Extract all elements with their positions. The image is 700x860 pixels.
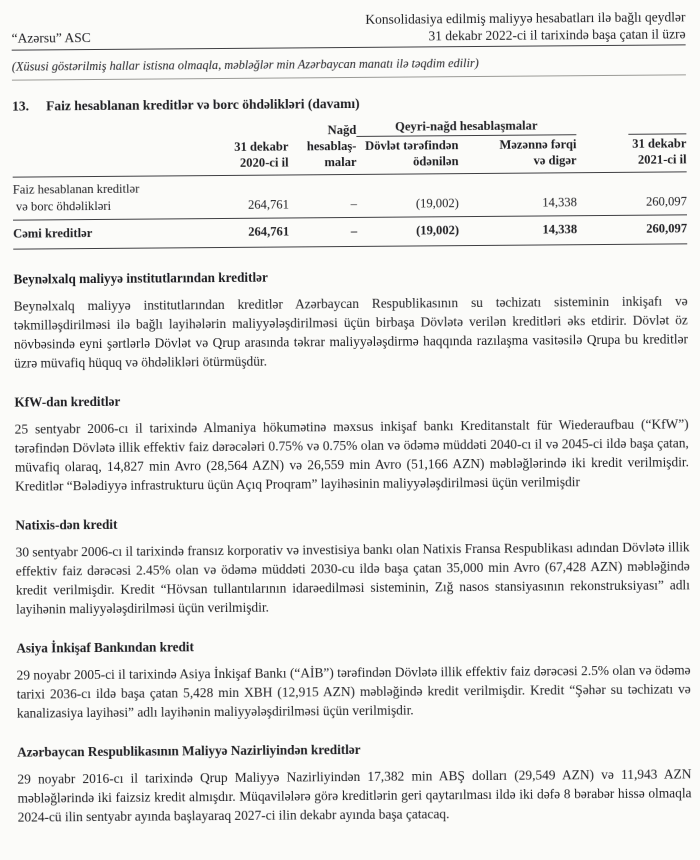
column-header-cash-settlements: hesablaş- malar [306,138,357,169]
column-group-noncash: Qeyri-nağd hesablaşmalar [356,118,576,137]
section-heading: Natixis-dən kredit [15,516,118,533]
group-rule-right [628,119,686,134]
cell-value: 14,338 [542,195,577,210]
section-paragraph: 25 sentyabr 2006-cı il tarixində Almaniya hökumətinə məxsus inkişaf bankı Kreditanstalt für Wiederaufbau (“KfW”) tərəfindən Dövlətə illik effektiv faiz dərəcələri 0.75% və 0.75% olan və ödəmə müddəti 2040-cı il və 2045-ci ildə başa çatan, müvafiq olaraq, 14,827 min Avro (28,564 AZN) və 26,559 min Avro (51,166 AZN) məbləğlərində iki kredit verilmişdir. Kreditlər “Bələdiyyə infrastrukturu üçün Açıq Proqram” layihəsinin maliyyələşdirilməsi üçün verilmişdir [14,416,689,494]
cell-value: 14,338 [542,222,578,237]
column-header-fx-other: Məzənnə fərqi və digər [499,137,577,168]
note-heading [12,93,686,114]
column-header-state-paid: Dövlət tərəfindən ödənilən [364,138,459,168]
section-ministry-of-finance-loans [17,739,692,826]
column-header-2021: 31 dekabr 2021-ci il [632,136,687,167]
column-header-cash-top: Nağd [327,122,357,138]
section-heading: Azərbaycan Respublikasının Maliyyə Nazirliyindən kreditlər [17,741,361,760]
cell-value: – [350,223,358,238]
note-number: 13. [12,98,30,114]
section-international-loans [13,266,688,372]
section-paragraph: 29 noyabr 2016-cı il tarixində Qrup Maliyyə Nazirliyindən 17,382 min ABŞ dolları (29,549 AZN) və 11,943 AZN məbləğlərində iki faizsiz kredit almışdır. Müqavilələrə görə kreditlərin geri qaytarılması ildə iki dəfə 8 bərabər hissə olmaqla 2024-cü ilin sentyabr ayında başlayaraq 2027-ci ilin dekabr ayında başa çatacaq. [17,766,692,825]
row-label: Cəmi kreditlər [13,226,93,241]
cell-value: 264,761 [248,224,290,239]
table-row-total [13,215,687,249]
cell-value: 264,761 [247,197,289,212]
company-name: “Azərsu” ASC [11,30,91,46]
table-row-loans [13,172,687,220]
report-title-line2: 31 dekabr 2022-ci il tarixində başa çatan il üzrə [428,25,686,43]
table-header-row [12,134,686,177]
section-heading: Beynəlxalq maliyyə institutlarından kreditlər [13,269,268,287]
section-paragraph: 30 sentyabr 2006-cı il tarixində fransız korporativ və investisiya bankı olan Natixis Fransa Respublikası adından Dövlətə illik effektiv faiz dərəcəsi 2.45% olan və ödəmə müddəti 2030-cu ildə başa çatan 35,000 min Avro (67,428 AZN) məbləğində kredit verilmişdir. Kredit “Hövsan tullantılarının idarəedilməsi sisteminin, Zığ nasos stansiyasının rekonstruksiyası” adlı layihənin maliyyələşdirilməsi üçün verilmişdir. [15,539,690,617]
cell-value: (19,002) [415,196,459,211]
section-adb-loan [16,635,691,722]
section-kfw-loans [14,389,689,495]
note-title: Faiz hesablanan kreditlər və borc öhdəlikləri (davamı) [46,95,360,114]
cell-value: 260,097 [645,194,687,209]
section-paragraph: 29 noyabr 2005-ci il tarixində Asiya İnkişaf Bankı (“AİB”) tərəfindən Dövlətə illik effektiv faiz dərəcəsi 2.5% olan və ödəmə tarixi 2036-cı ildə başa çatan 5,428 min XBH (12,915 AZN) məbləğində kredit verilmişdir. Kredit “Şəhər su təchizatı və kanalizasiya layihəsi” adlı layihənin maliyyələşdirilməsi üçün verilmişdir. [16,662,691,721]
column-header-2020: 31 dekabr 2020-ci il [234,139,289,170]
row-label: Faiz hesablanan kreditlər və borc öhdəlikləri [12,181,140,214]
report-title [365,9,685,45]
section-heading: Asiya İnkişaf Bankından kredit [16,639,194,656]
section-natixis-loan [15,512,690,618]
doc-header [11,9,685,47]
section-heading: KfW-dan kreditlər [14,393,121,410]
section-paragraph: Beynəlxalq maliyyə institutlarından kreditlər Azərbaycan Respublikasının su təchizatı sisteminin inkişafı və təkmilləşdirilməsi ilə bağlı layihələrin maliyyələşdirilməsi üçün birbaşa Dövlətə verilən kreditləri əks etdirir. Dövlət öz növbəsində eyni şərtlərlə Dövlət və Qrup arasında təkrar maliyyələşdirmə haqqında razılaşma vasitəsilə Qrupa bu kreditlər üzrə müvafiq hüquq və öhdəlikləri ötürmüşdür. [13,293,689,371]
report-title-line1: Konsolidasiya edilmiş maliyyə hesabatları ilə bağlı qeydlər [365,9,686,27]
cell-value: (19,002) [416,223,460,238]
disclaimer-rule [12,74,686,80]
cell-value: 260,097 [646,221,688,236]
measurement-disclaimer: (Xüsusi göstərilmiş hallar istisna olmaqla, məbləğlər min Azərbaycan manatı ilə təqdim edilir) [11,55,479,74]
loans-movement-table [12,117,687,249]
cell-value: – [350,196,357,211]
